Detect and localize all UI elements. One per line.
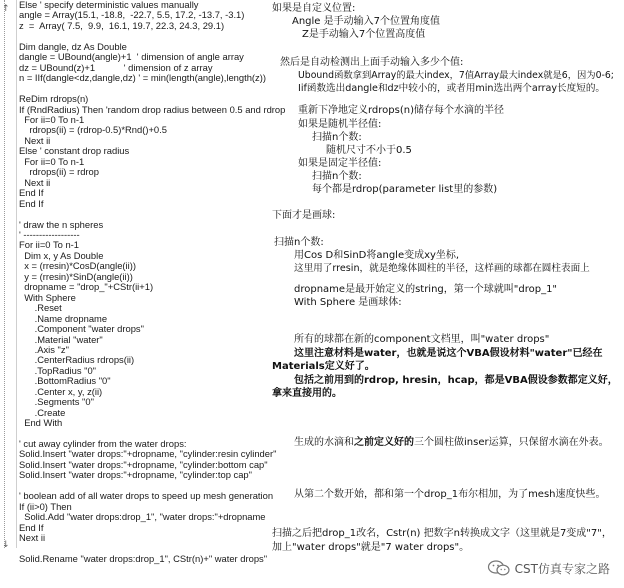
fold-marker-icon: ↓ xyxy=(2,540,10,550)
note: 每个都是rdrop(parameter list里的参数) xyxy=(312,184,498,195)
code-line: n = IIf(dangle<dz,dangle,dz) ' = min(length(angle),length(z)) xyxy=(19,72,266,84)
code-line: .Axis "z" xyxy=(19,343,69,355)
note: Ubound函数拿到Array的最大index，7值Array最大index就是6，因为0-6; xyxy=(298,70,614,81)
code-line: .Create xyxy=(19,406,66,418)
code-line: Dim x, y As Double xyxy=(19,249,104,261)
vba-code xyxy=(0,0,286,565)
indent-guide xyxy=(4,0,6,548)
code-line: .Name dropname xyxy=(19,312,108,324)
code-line: y = (rresin)*SinD(angle(ii)) xyxy=(19,270,133,282)
note-part: 生成的水滴和 xyxy=(294,437,354,448)
code-line: ' draw the n spheres xyxy=(19,218,104,230)
note: 扫描n个数: xyxy=(312,171,362,182)
code-line: With Sphere xyxy=(19,291,76,303)
code-line: z = Array( 7.5, 9.9, 16.1, 19.7, 22.3, 24.3, 29.1) xyxy=(19,19,225,31)
code-line: End If xyxy=(19,197,44,209)
code-line xyxy=(19,209,270,219)
code-line: End With xyxy=(19,417,63,429)
code-line: For ii=0 To n-1 xyxy=(19,155,85,167)
code-line: Solid.Insert "water drops:"+dropname, "cylinder:resin cylinder" xyxy=(19,448,277,460)
note: 然后是自动检测出上面手动输入多少个值: xyxy=(280,57,464,68)
note: Angle 是手动输入7个位置角度值 xyxy=(292,16,440,27)
code-line: x = (rresin)*CosD(angle(ii)) xyxy=(19,260,136,272)
code-line: dropname = "drop_"+CStr(ii+1) xyxy=(19,281,154,293)
watermark xyxy=(487,556,610,580)
note: 用Cos D和SinD将angle变成xy坐标, xyxy=(294,250,460,261)
code-line: Else ' constant drop radius xyxy=(19,145,130,157)
code-line: Next ii xyxy=(19,176,51,188)
brand-name: CST仿真专家之路 xyxy=(514,561,610,576)
annotation-panel xyxy=(270,0,624,588)
code-line: ' ------------------ xyxy=(19,228,80,240)
note: 重新下净地定义rdrops(n)储存每个水滴的半径 xyxy=(298,105,504,116)
code-line: For ii=0 To n-1 xyxy=(19,113,85,125)
code-line: Dim dangle, dz As Double xyxy=(19,40,127,52)
code-line: If (ii>0) Then xyxy=(19,500,72,512)
note: 这里用了rresin，就是绝缘体圆柱的半径，这样画的球都在圆柱表面上 xyxy=(294,263,590,274)
code-line: .Segments "0" xyxy=(19,396,94,408)
code-line: rdrops(ii) = rdrop xyxy=(19,166,99,178)
note: 扫描之后把drop_1改名，Cstr(n) 把数字n转换成文字（这里就是7变成"7"，加上"water drops"就是"7 water drops"。 xyxy=(272,528,612,553)
code-line: angle = Array(15.1, -18.8, -22.7, 5.5, 17.2, -13.7, -3.1) xyxy=(19,9,245,21)
note: 下面才是画球: xyxy=(272,210,336,221)
code-line: .BottomRadius "0" xyxy=(19,375,111,387)
code-line: End If xyxy=(19,187,44,199)
note: 所有的球都在新的component文档里，叫"water drops" xyxy=(294,334,550,345)
code-line: dangle = UBound(angle)+1 ' dimension of angle array xyxy=(19,51,244,63)
code-line: .TopRadius "0" xyxy=(19,364,97,376)
code-margin xyxy=(16,0,18,548)
code-line: Next ii xyxy=(19,532,46,544)
note: 从第二个数开始，都和第一个drop_1布尔相加，为了mesh速度快些。 xyxy=(294,489,606,500)
code-line: .Material "water" xyxy=(19,333,103,345)
code-line: Solid.Rename "water drops:drop_1", CStr(n)+" water drops" xyxy=(19,553,268,565)
fold-marker-icon: ↑ xyxy=(2,4,10,14)
note: With Sphere 是画球体: xyxy=(294,297,402,308)
note-part: 三个圆柱做inser运算，只保留水滴在外表。 xyxy=(414,437,609,448)
code-line: .Component "water drops" xyxy=(19,323,144,335)
code-line: For ii=0 To n-1 xyxy=(19,239,80,251)
code-line: .CenterRadius rdrops(ii) xyxy=(19,354,135,366)
code-line: Solid.Insert "water drops:"+dropname, "cylinder:top cap" xyxy=(19,469,252,481)
note xyxy=(294,436,609,449)
code-line: Solid.Add "water drops:drop_1", "water drops:"+dropname xyxy=(19,511,266,523)
code-line: dz = UBound(z)+1 ' dimension of z array xyxy=(19,61,213,73)
code-panel xyxy=(0,0,286,565)
note: 如果是固定半径值: xyxy=(298,158,382,169)
note: 如果是自定义位置: xyxy=(272,3,356,14)
code-line: ReDim rdrops(n) xyxy=(19,93,89,105)
note: 扫描n个数: xyxy=(274,237,324,248)
code-line: .Center x, y, z(ii) xyxy=(19,385,103,397)
note: 扫描n个数: xyxy=(312,132,362,143)
code-line: .Reset xyxy=(19,302,62,314)
note: Z是手动输入7个位置高度值 xyxy=(302,29,426,40)
code-line: rdrops(ii) = (rdrop-0.5)*Rnd()+0.5 xyxy=(19,124,167,136)
note-part: 之前定义好的 xyxy=(354,437,414,448)
code-line: Solid.Insert "water drops:"+dropname, "cylinder:bottom cap" xyxy=(19,458,268,470)
code-line: If (RndRadius) Then 'random drop radius between 0.5 and rdrop xyxy=(19,103,286,115)
wechat-icon xyxy=(487,560,511,576)
code-line: ' boolean add of all water drops to speed up mesh generation xyxy=(19,490,274,502)
note: 如果是随机半径值: xyxy=(298,119,382,130)
note: dropname是最开始定义的string，第一个球就叫"drop_1" xyxy=(294,284,558,295)
note: 这里注意材料是water，也就是说这个VBA假设材料"water"已经在Materials定义好了。 xyxy=(272,348,603,373)
code-line: End If xyxy=(19,521,44,533)
code-line: ' cut away cylinder from the water drops: xyxy=(19,438,187,450)
note: 包括之前用到的rdrop, hresin，hcap，都是VBA假设参数都定义好，拿来直接用的。 xyxy=(272,375,618,400)
note: Iif函数选出dangle和dz中较小的，或者用min选出两个array长度短的。 xyxy=(298,83,606,94)
code-line: Else ' specify deterministic values manually xyxy=(19,0,199,10)
note: 随机尺寸不小于0.5 xyxy=(326,145,412,156)
code-line: Next ii xyxy=(19,134,51,146)
